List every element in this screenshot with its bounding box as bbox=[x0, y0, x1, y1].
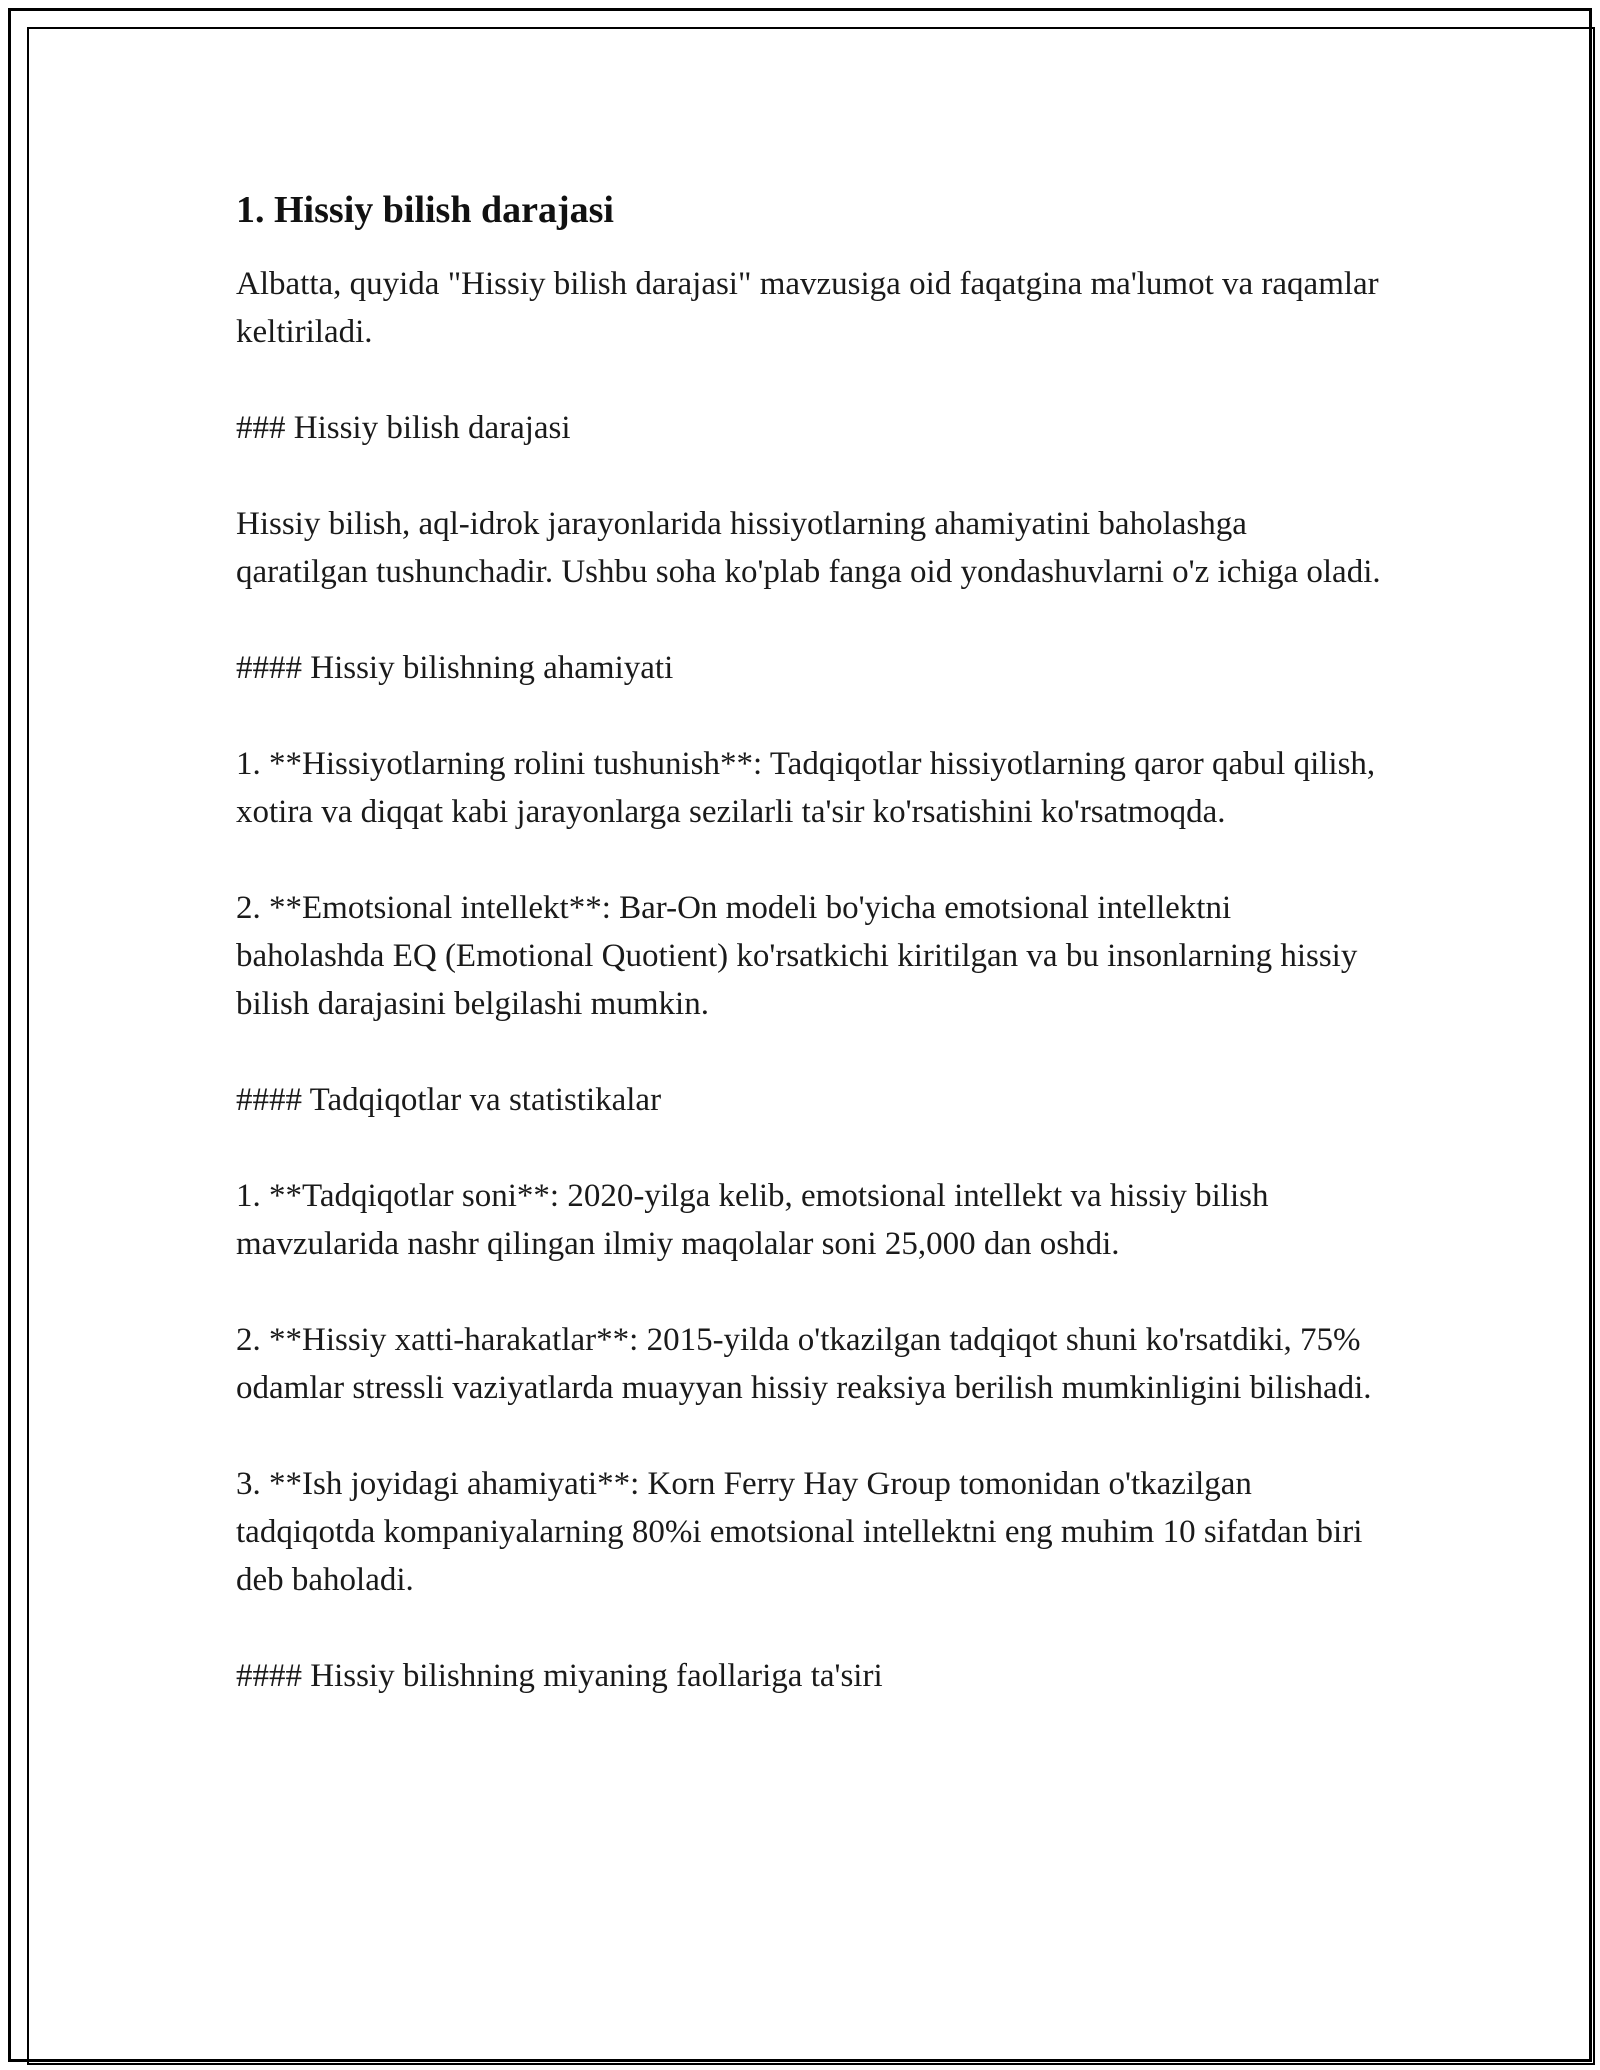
intro-paragraph: Albatta, quyida "Hissiy bilish darajasi" mavzusiga oid faqatgina ma'lumot va raqamlar keltiriladi. bbox=[236, 266, 1379, 350]
list-item-emotsional-intellekt: 2. **Emotsional intellekt**: Bar-On modeli bo'yicha emotsional intellektni baholashda EQ (Emotional Quotient) ko'rsatkichi kiritilgan va bu insonlarning hissiy bilish darajasini belgilashi mumkin. bbox=[236, 890, 1358, 1022]
document-title: 1. Hissiy bilish darajasi bbox=[236, 189, 614, 231]
section-heading-hissiy-bilish-darajasi: ### Hissiy bilish darajasi bbox=[236, 410, 571, 446]
list-item-hissiy-xatti-harakatlar: 2. **Hissiy xatti-harakatlar**: 2015-yilda o'tkazilgan tadqiqot shuni ko'rsatdiki, 75% odamlar stressli vaziyatlarda muayyan hissiy reaksiya berilish mumkinligini bilishadi. bbox=[236, 1322, 1372, 1406]
subsection-heading-miyaning-faollariga: #### Hissiy bilishning miyaning faollariga ta'siri bbox=[236, 1658, 883, 1694]
list-item-hissiyotlarning-roli: 1. **Hissiyotlarning rolini tushunish**: Tadqiqotlar hissiyotlarning qaror qabul qilish, xotira va diqqat kabi jarayonlarga sezilarli ta'sir ko'rsatishini ko'rsatmoqda. bbox=[236, 746, 1376, 830]
definition-paragraph: Hissiy bilish, aql-idrok jarayonlarida hissiyotlarning ahamiyatini baholashga qaratilgan tushunchadir. Ushbu soha ko'plab fanga oid yondashuvlarni o'z ichiga oladi. bbox=[236, 506, 1381, 590]
document-body bbox=[236, 186, 1386, 1748]
subsection-heading-ahamiyati: #### Hissiy bilishning ahamiyati bbox=[236, 650, 674, 686]
subsection-heading-tadqiqotlar: #### Tadqiqotlar va statistikalar bbox=[236, 1082, 662, 1118]
list-item-ish-joyidagi-ahamiyati: 3. **Ish joyidagi ahamiyati**: Korn Ferry Hay Group tomonidan o'tkazilgan tadqiqotda kompaniyalarning 80%i emotsional intellektni eng muhim 10 sifatdan biri deb baholadi. bbox=[236, 1466, 1363, 1598]
list-item-tadqiqotlar-soni: 1. **Tadqiqotlar soni**: 2020-yilga kelib, emotsional intellekt va hissiy bilish mavzularida nashr qilingan ilmiy maqolalar soni 25,000 dan oshdi. bbox=[236, 1178, 1269, 1262]
